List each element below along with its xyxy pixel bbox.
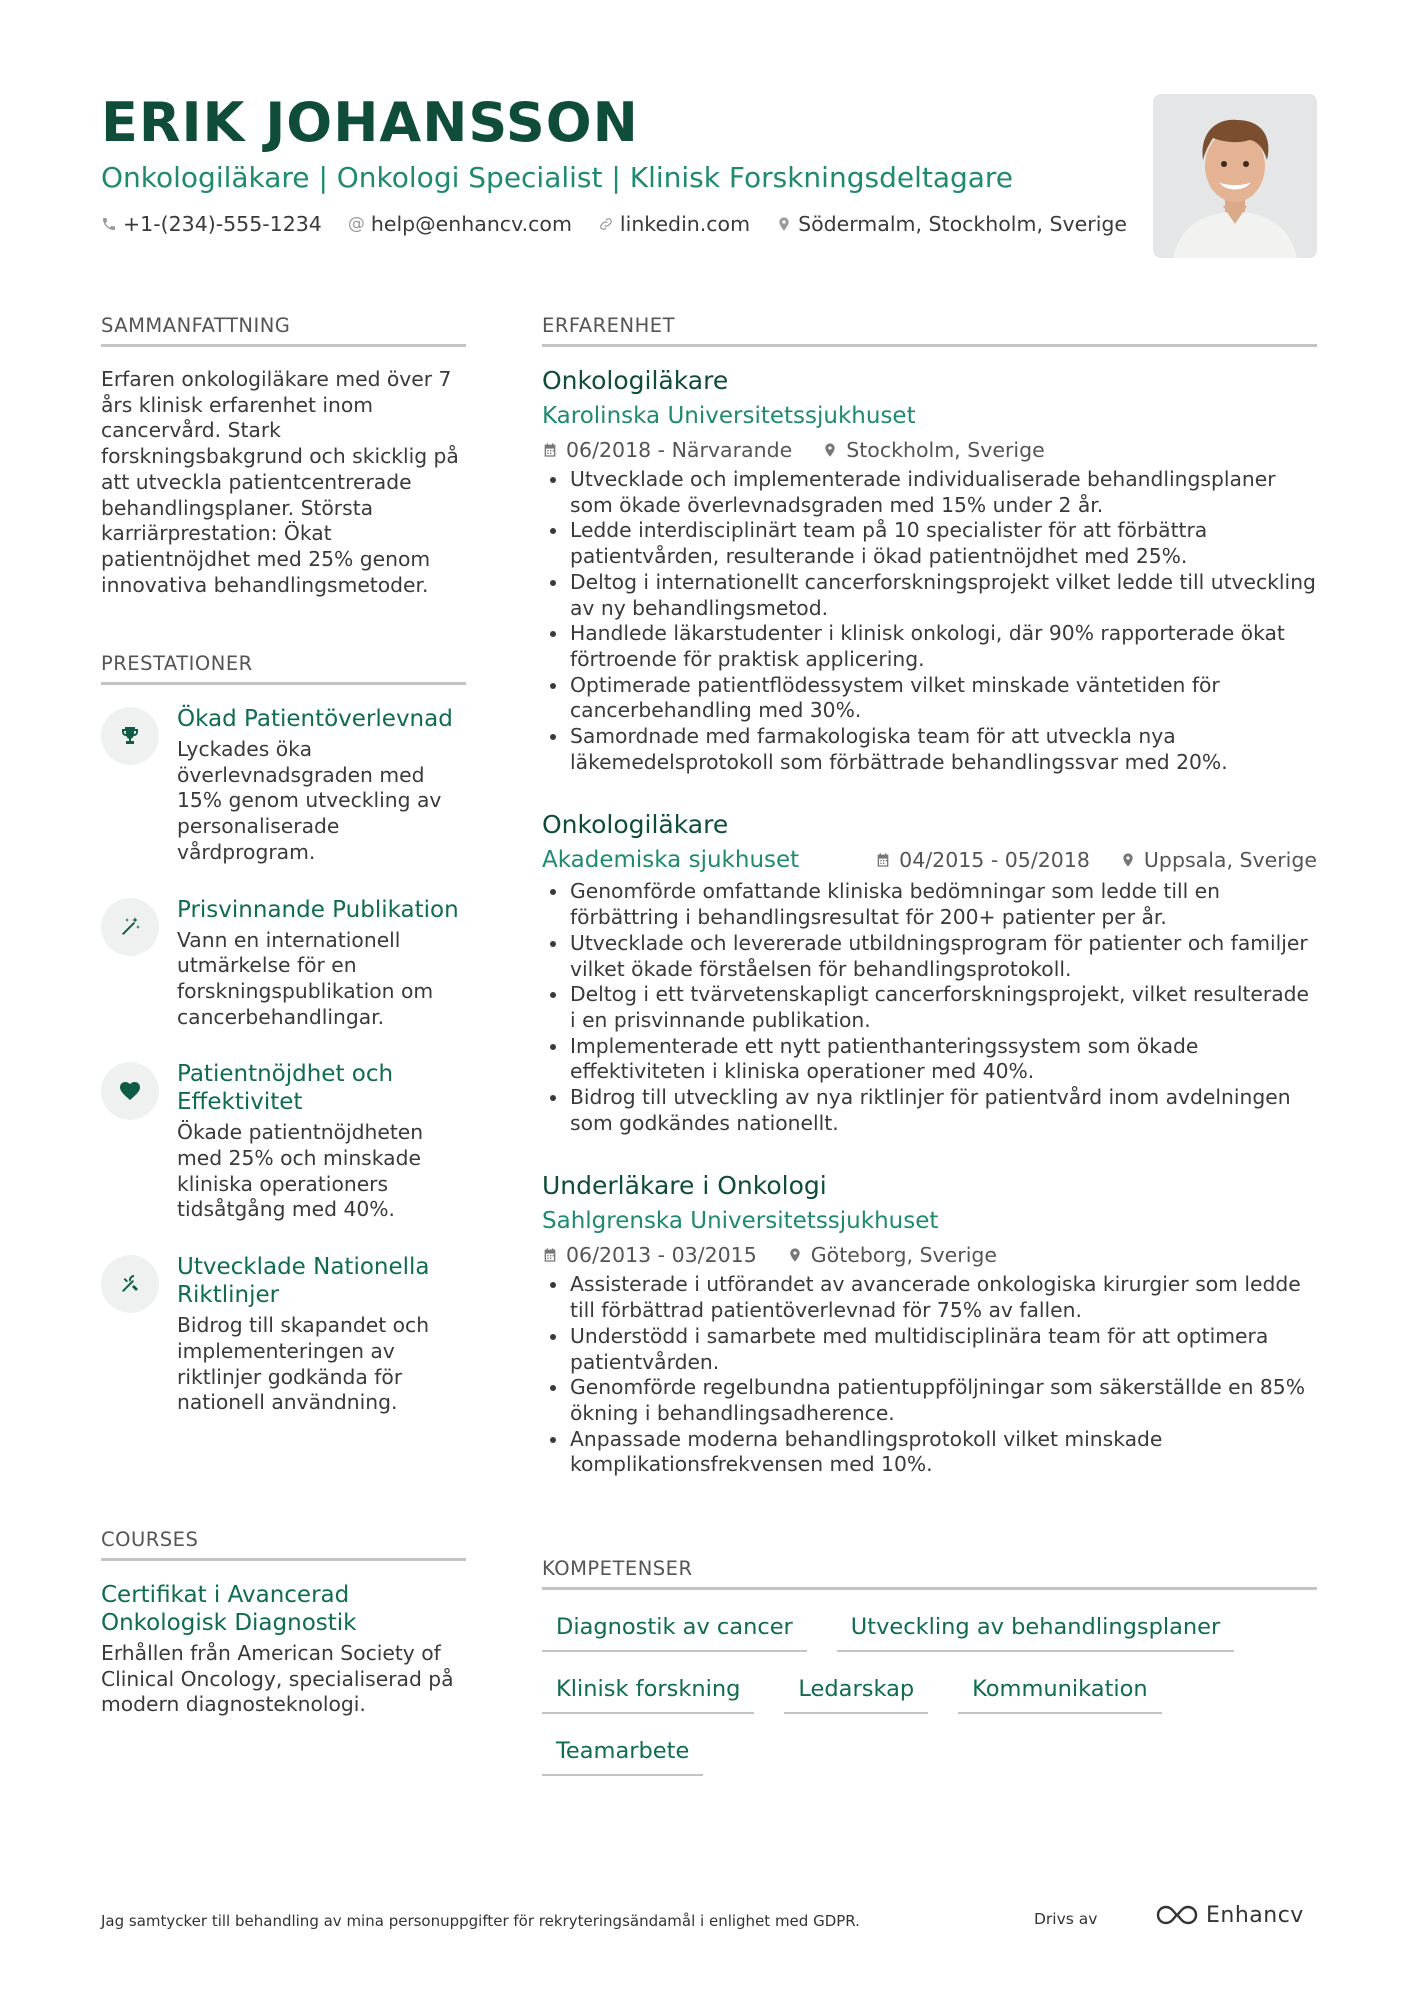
job-bullets <box>542 879 1317 1136</box>
job-meta <box>542 1242 1317 1268</box>
calendar-icon <box>542 1247 558 1263</box>
job-dates: 06/2018 - Närvarande <box>566 438 793 462</box>
location-pin-icon <box>776 216 792 232</box>
location-pin-icon <box>787 1247 803 1263</box>
job-bullet: Anpassade moderna behandlingsprotokoll vilket minskade komplikationsfrekvensen med 10%. <box>542 1427 1317 1478</box>
achievement-desc: Bidrog till skapandet och implementeringen av riktlinjer godkända för nationell användning. <box>177 1313 430 1415</box>
magic-wand-icon <box>101 898 159 956</box>
job-location: Uppsala, Sverige <box>1143 848 1317 873</box>
enhancv-logo[interactable] <box>1154 1902 1304 1928</box>
course-desc: Erhållen från American Society of Clinical Oncology, specialiserad på modern diagnosteknologi. <box>101 1641 454 1717</box>
phone-icon <box>101 216 117 232</box>
achievement-desc: Ökade patientnöjdheten med 25% och minskade kliniska operationers tidsåtgång med 40%. <box>177 1120 424 1222</box>
achievements-section <box>101 652 466 1416</box>
job-bullet: Optimerade patientflödessystem vilket minskade väntetiden för cancerbehandling med 30%. <box>542 673 1317 724</box>
powered-by-label: Drivs av <box>1034 1910 1098 1928</box>
gdpr-consent: Jag samtycker till behandling av mina personuppgifter för rekryteringsändamål i enlighet med GDPR. <box>101 1912 860 1930</box>
job-meta <box>875 847 1317 873</box>
job-bullet: Utvecklade och implementerade individualiserade behandlingsplaner som ökade överlevnadsgraden med 15% under 2 år. <box>542 467 1317 518</box>
job-entry <box>542 365 1317 775</box>
skills-list <box>542 1612 1317 1798</box>
job-bullet: Bidrog till utveckling av nya riktlinjer för patientvård inom avdelningen som godkändes nationellt. <box>542 1085 1317 1136</box>
phone-text: +1-(234)-555-1234 <box>123 212 322 236</box>
location-pin-icon <box>1120 852 1136 868</box>
job-bullet: Implementerade ett nytt patienthanteringssystem som ökade effektiviteten i kliniska operationer med 40%. <box>542 1034 1317 1085</box>
skill-tag: Utveckling av behandlingsplaner <box>837 1612 1234 1652</box>
job-title: Onkologiläkare <box>542 810 729 840</box>
achievement-item <box>101 705 466 866</box>
achievement-title: Prisvinnande Publikation <box>177 896 459 923</box>
tools-icon <box>101 1255 159 1313</box>
achievement-title: Patientnöjdhet och Effektivitet <box>177 1061 394 1116</box>
summary-text: Erfaren onkologiläkare med över 7 års klinisk erfarenhet inom cancervård. Stark forskningsbakgrund och skicklig på att utveckla patientcentrerade behandlingsplaner. Största karriärprestation: Ökat patientnöjdhet med 25% genom innovativa behandlingsmetoder. <box>101 367 459 597</box>
link-icon <box>598 216 614 232</box>
at-icon: @ <box>347 214 365 234</box>
brand-name: Enhancv <box>1206 1902 1304 1928</box>
job-bullet: Handlede läkarstudenter i klinisk onkologi, där 90% rapporterade ökat förtroende för praktisk applicering. <box>542 621 1317 672</box>
contact-location <box>776 212 1127 236</box>
job-entry <box>542 1170 1317 1478</box>
contact-phone[interactable] <box>101 212 322 236</box>
job-company: Akademiska sjukhuset <box>542 847 800 874</box>
job-meta <box>542 437 1317 463</box>
trophy-icon <box>101 707 159 765</box>
heart-icon <box>101 1062 159 1120</box>
achievement-item <box>101 1060 466 1223</box>
summary-section <box>101 314 466 598</box>
job-location: Stockholm, Sverige <box>846 438 1045 462</box>
linkedin-text: linkedin.com <box>619 212 751 236</box>
job-bullet: Understödd i samarbete med multidisciplinära team för att optimera patientvården. <box>542 1324 1317 1375</box>
skill-tag: Klinisk forskning <box>542 1674 754 1714</box>
skills-section <box>542 1557 1317 1798</box>
achievement-title: Utvecklade Nationella Riktlinjer <box>177 1254 430 1309</box>
job-bullets <box>542 467 1317 775</box>
skill-tag: Kommunikation <box>958 1674 1162 1714</box>
candidate-title: Onkologiläkare | Onkologi Specialist | Klinisk Forskningsdeltagare <box>101 161 1014 194</box>
job-company: Karolinska Universitetssjukhuset <box>542 403 916 429</box>
job-title: Onkologiläkare <box>542 366 729 395</box>
contact-linkedin[interactable] <box>598 212 750 236</box>
job-bullet: Assisterade i utförandet av avancerade onkologiska kirurgier som ledde till förbättrad patientöverlevnad för 75% av fallen. <box>542 1272 1317 1323</box>
job-bullet: Deltog i internationellt cancerforskningsprojekt vilket ledde till utveckling av ny behandlingsmetod. <box>542 570 1317 621</box>
achievement-item <box>101 896 466 1031</box>
achievements-heading: PRESTATIONER <box>101 652 466 685</box>
job-bullet: Genomförde regelbundna patientuppföljningar som säkerställde en 85% ökning i behandlingsadherence. <box>542 1375 1317 1426</box>
courses-heading: COURSES <box>101 1528 466 1561</box>
job-bullet: Utvecklade och levererade utbildningsprogram för patienter och familjer vilket ökade förståelsen för behandlingsprotokoll. <box>542 931 1317 982</box>
resume-header <box>101 92 1141 236</box>
job-entry <box>542 809 1317 1136</box>
job-company: Sahlgrenska Universitetssjukhuset <box>542 1208 939 1235</box>
contact-email[interactable] <box>348 212 572 236</box>
job-bullet: Deltog i ett tvärvetenskapligt cancerforskningsprojekt, vilket resulterade i en prisvinnande publikation. <box>542 982 1317 1033</box>
achievement-desc: Vann en internationell utmärkelse för en forskningspublikation om cancerbehandlingar. <box>177 927 434 1029</box>
achievement-desc: Lyckades öka överlevnadsgraden med 15% genom utveckling av personaliserade vårdprogram. <box>177 737 442 864</box>
experience-heading: ERFARENHET <box>542 314 1317 347</box>
calendar-icon <box>875 852 891 868</box>
profile-photo <box>1153 94 1317 258</box>
job-bullets <box>542 1272 1317 1478</box>
job-title: Underläkare i Onkologi <box>542 1171 827 1201</box>
achievement-item <box>101 1253 466 1416</box>
skill-tag: Teamarbete <box>542 1736 703 1776</box>
email-text: help@enhancv.com <box>370 212 572 236</box>
location-pin-icon <box>822 442 838 458</box>
experience-section <box>542 314 1317 1478</box>
summary-heading: SAMMANFATTNING <box>101 314 466 347</box>
job-dates: 04/2015 - 05/2018 <box>899 848 1090 873</box>
courses-section <box>101 1528 466 1718</box>
location-text: Södermalm, Stockholm, Sverige <box>798 212 1128 236</box>
job-bullet: Samordnade med farmakologiska team för att utveckla nya läkemedelsprotokoll som förbättrade behandlingssvar med 20%. <box>542 724 1317 775</box>
contact-bar <box>101 212 1141 236</box>
achievement-title: Ökad Patientöverlevnad <box>177 706 453 732</box>
candidate-name: ERIK JOHANSSON <box>101 91 639 154</box>
job-bullet: Genomförde omfattande kliniska bedömningar som ledde till en förbättring i behandlingsresultat för 200+ patienter per år. <box>542 879 1317 930</box>
job-bullet: Ledde interdisciplinärt team på 10 specialister för att förbättra patientvården, resulterande i ökad patientnöjdhet med 25%. <box>542 518 1317 569</box>
skill-tag: Ledarskap <box>784 1674 928 1714</box>
skills-heading: KOMPETENSER <box>542 1557 1317 1590</box>
enhancv-logo-icon <box>1154 1902 1200 1928</box>
job-location: Göteborg, Sverige <box>810 1243 998 1268</box>
job-dates: 06/2013 - 03/2015 <box>566 1243 757 1268</box>
calendar-icon <box>542 442 558 458</box>
skill-tag: Diagnostik av cancer <box>542 1612 807 1652</box>
course-title: Certifikat i Avancerad Onkologisk Diagnostik <box>101 1582 357 1636</box>
